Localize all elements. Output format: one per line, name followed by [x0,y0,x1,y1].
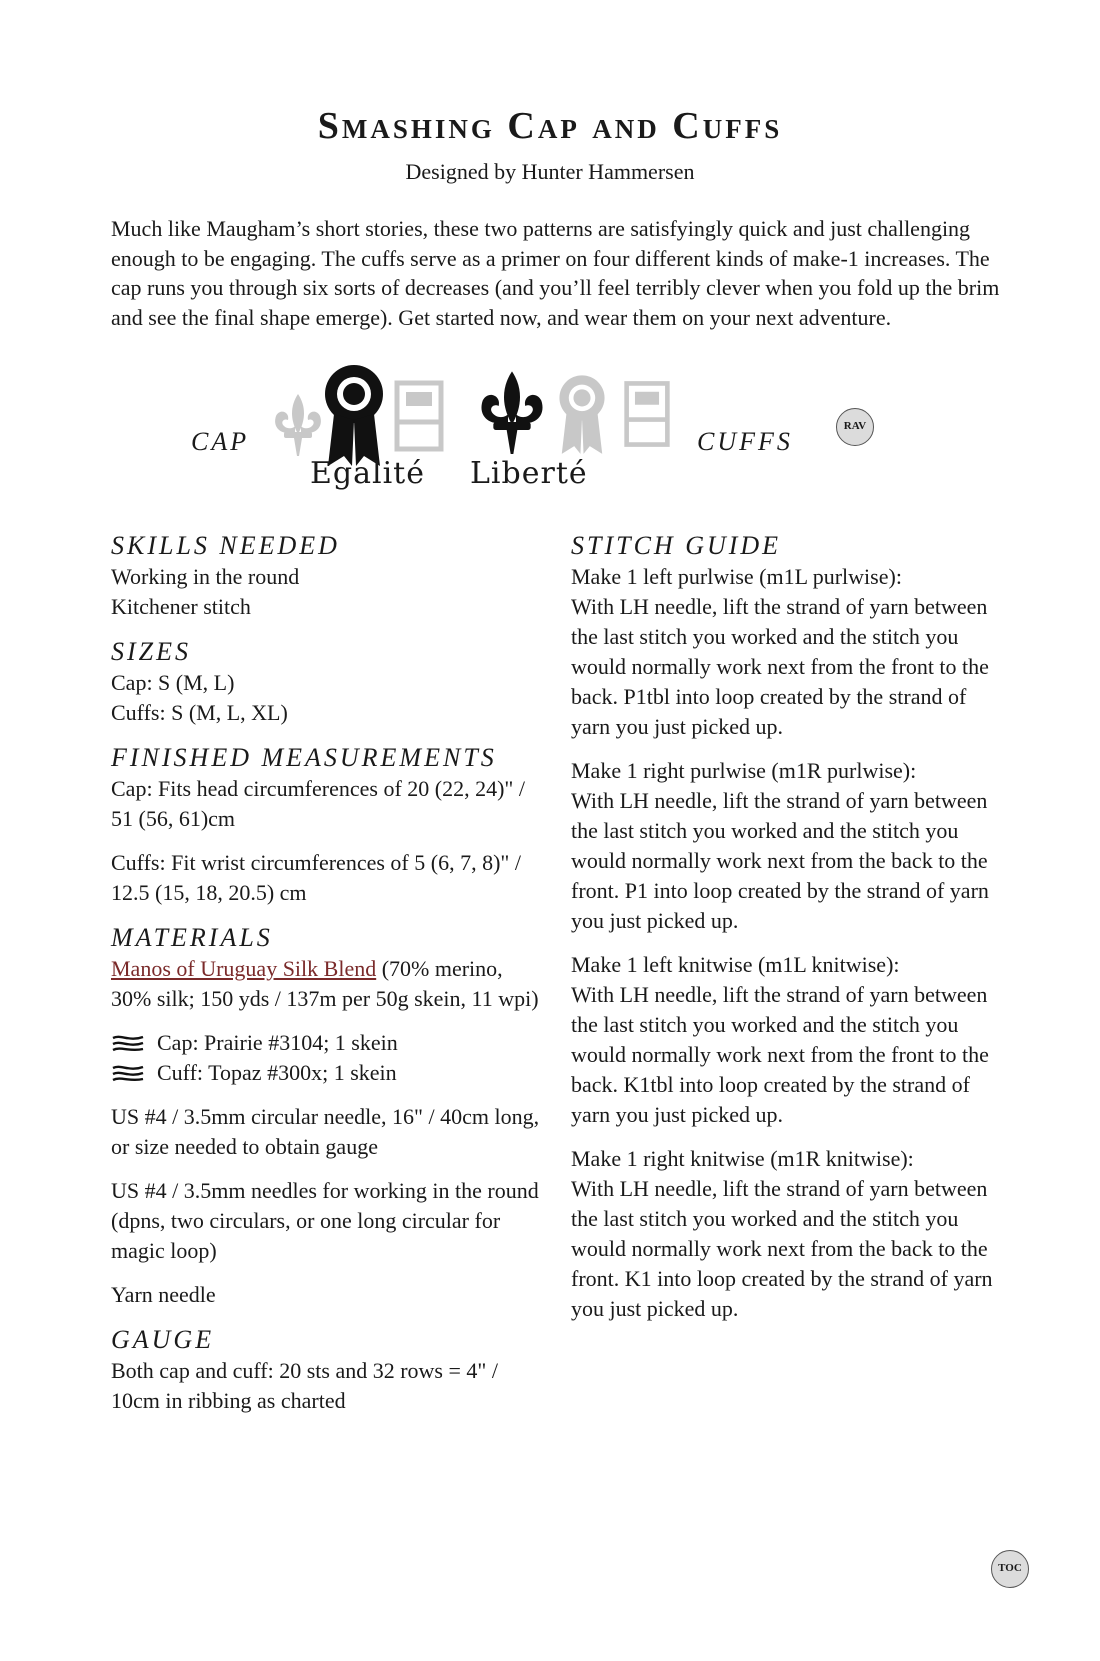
toc-link-icon[interactable]: TOC [991,1550,1029,1588]
cuffs-measurements: Cuffs: Fit wrist circumferences of 5 (6, 7, 8)" / 12.5 (15, 18, 20.5) cm [111,850,521,905]
rav-link-icon[interactable]: RAV [836,408,874,446]
color-item: Cuff: Topaz #300x; 1 skein [111,1058,541,1088]
measurements-heading: FINISHED MEASUREMENTS [111,743,497,772]
stitch-entry [571,756,1001,936]
pattern-icon-row [0,380,1100,520]
stitch-body: With LH needle, lift the strand of yarn between the last stitch you worked and the stitch you would normally work next from the back to the front. K1 into loop created by the strand of yarn you just picked up. [571,1176,993,1321]
liberte-caption: Liberté [470,456,588,491]
skill-item: Kitchener stitch [111,594,251,619]
rosette-ribbon-icon [318,362,390,470]
stitch-title: Make 1 right purlwise (m1R purlwise): [571,758,917,783]
cap-sizes: Cap: S (M, L) [111,670,235,695]
yarn-link[interactable]: Manos of Uruguay Silk Blend [111,956,377,981]
stitch-entry [571,1144,1001,1324]
fleur-de-lis-icon [472,366,552,462]
yarn-swirl-bullet-icon [111,1064,145,1082]
stitch-entry [571,562,1001,742]
gauge-text: Both cap and cuff: 20 sts and 32 rows = 4" / 10cm in ribbing as charted [111,1358,498,1413]
egalite-caption: Egalité [310,456,425,491]
yarn-details: (70% merino, 30% silk; 150 yds / 137m per 50g skein, 11 wpi) [111,956,539,1011]
stitch-guide-heading: STITCH GUIDE [571,531,782,560]
sizes-heading: SIZES [111,637,191,666]
stitch-body: With LH needle, lift the strand of yarn between the last stitch you worked and the stitch you would normally work next from the front to the back. K1tbl into loop created by the strand of yarn you just picked up. [571,982,989,1127]
page-title: Smashing Cap and Cuffs [317,105,783,147]
cuffs-sizes: Cuffs: S (M, L, XL) [111,700,288,725]
guillotine-icon [392,378,446,454]
cap-measurements: Cap: Fits head circumferences of 20 (22, 24)" / 51 (56, 61)cm [111,776,526,831]
color-item: Cap: Prairie #3104; 1 skein [111,1028,541,1058]
rosette-ribbon-icon [554,370,610,460]
stitch-title: Make 1 left knitwise (m1L knitwise): [571,952,900,977]
stitch-entry [571,950,1001,1130]
notion-item: Yarn needle [111,1282,216,1307]
cuffs-label[interactable]: CUFFS [697,427,793,456]
skill-item: Working in the round [111,564,300,589]
stitch-body: With LH needle, lift the strand of yarn between the last stitch you worked and the stitch you would normally work next from the back to the front. P1 into loop created by the strand of yarn you just picked up. [571,788,989,933]
materials-heading: MATERIALS [111,923,273,952]
round-needles: US #4 / 3.5mm needles for working in the round (dpns, two circulars, or one long circular for magic loop) [111,1178,539,1263]
stitch-title: Make 1 left purlwise (m1L purlwise): [571,564,902,589]
skills-heading: SKILLS NEEDED [111,531,340,560]
cap-label[interactable]: CAP [191,427,250,456]
guillotine-icon [622,374,672,454]
intro-paragraph: Much like Maugham’s short stories, these two patterns are satisfyingly quick and just challenging enough to be engaging. The cuffs serve as a primer on four different kinds of make-1 increases. The cap runs you through six sorts of decreases (and you’ll feel terribly clever when you fold up the brim and see the final shape emerge). Get started now, and wear them on your next adventure. [111,216,1000,330]
yarn-swirl-bullet-icon [111,1034,145,1052]
stitch-title: Make 1 right knitwise (m1R knitwise): [571,1146,914,1171]
designer-byline: Designed by Hunter Hammersen [405,159,695,184]
circular-needle: US #4 / 3.5mm circular needle, 16" / 40cm long, or size needed to obtain gauge [111,1104,540,1159]
yarn-description [111,954,541,1014]
left-column [111,530,541,1416]
right-column [571,530,1001,1338]
gauge-heading: GAUGE [111,1325,215,1354]
stitch-body: With LH needle, lift the strand of yarn between the last stitch you worked and the stitch you would normally work next from the front to the back. P1tbl into loop created by the strand of yarn you just picked up. [571,594,989,739]
